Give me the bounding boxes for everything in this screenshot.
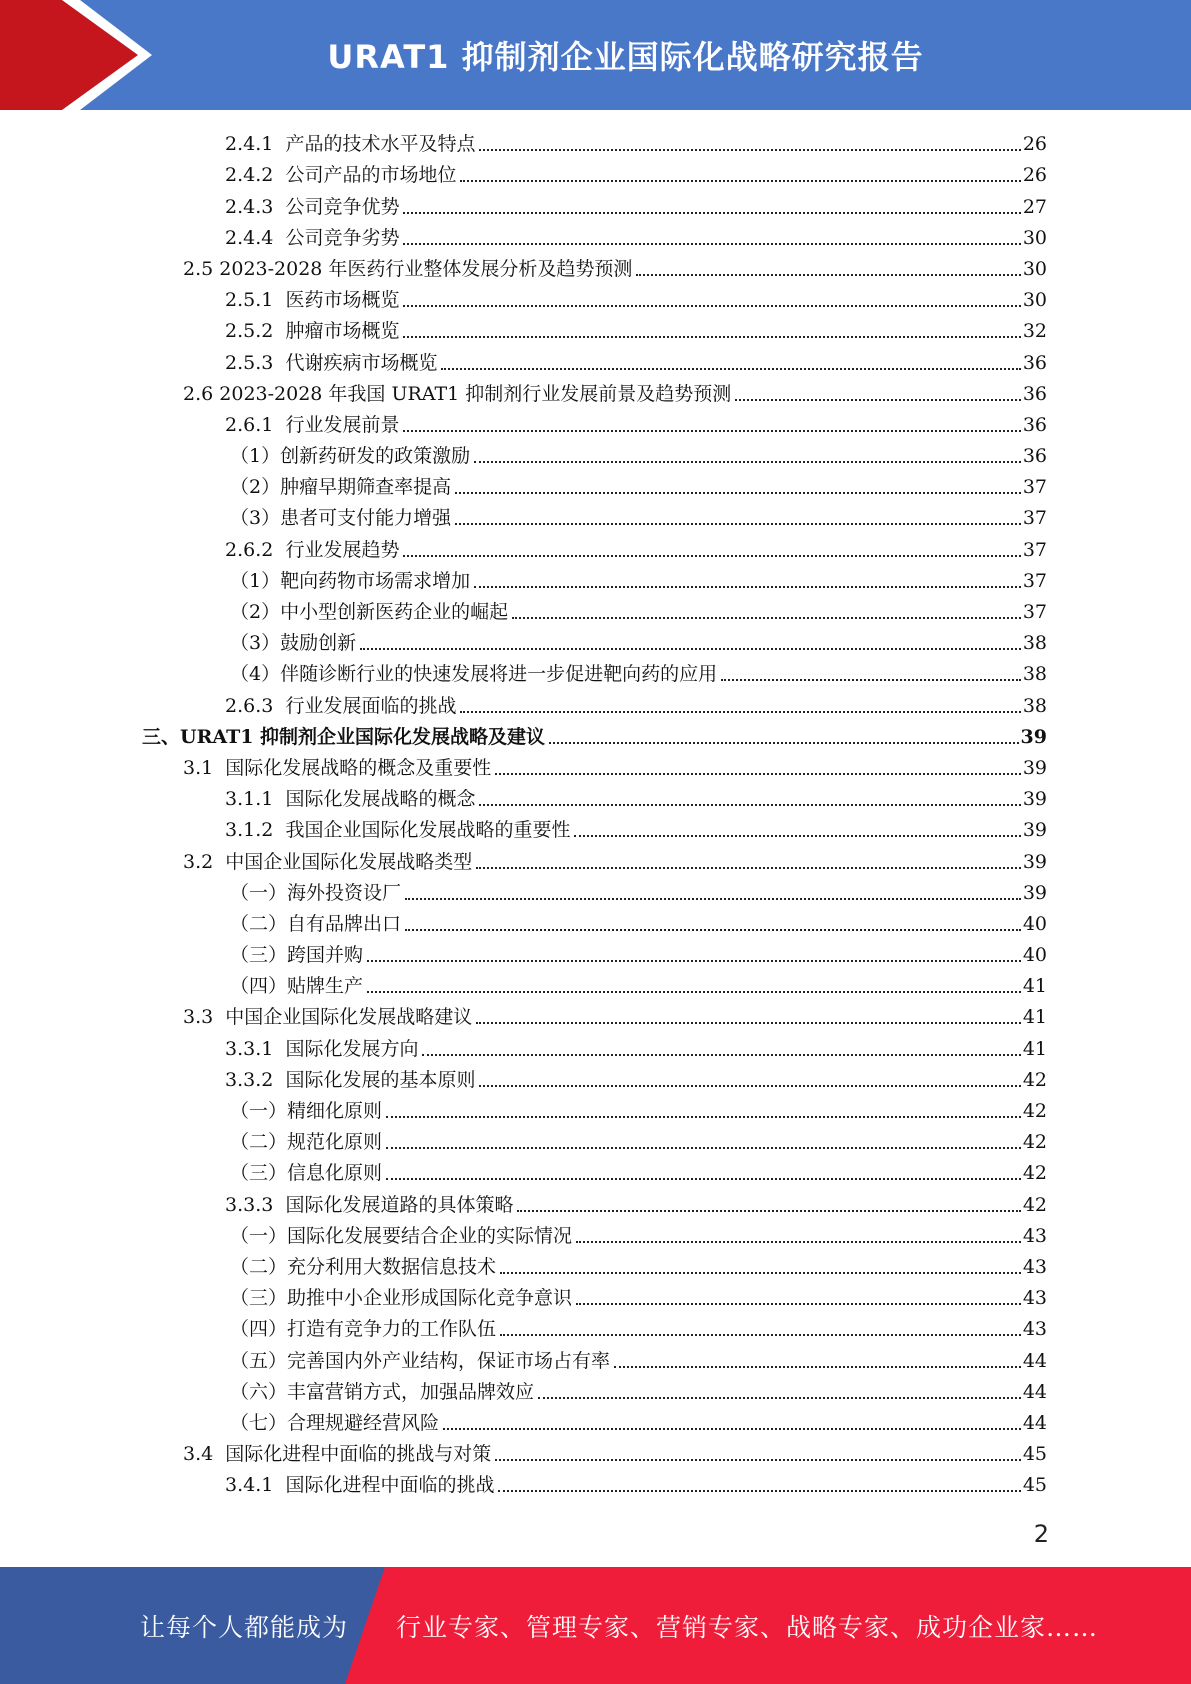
toc-entry-page: 27 xyxy=(1022,195,1047,218)
toc-entry-page: 39 xyxy=(1022,850,1047,873)
chevron-arrow-icon xyxy=(0,0,160,110)
toc-dot-leader xyxy=(517,1209,1020,1212)
toc-entry-label: 我国企业国际化发展战略的重要性 xyxy=(285,819,571,842)
toc-entry-number: （七） xyxy=(230,1411,288,1434)
toc-dot-leader xyxy=(636,273,1020,276)
toc-entry[interactable] xyxy=(0,1437,1191,1468)
toc-dot-leader xyxy=(512,616,1021,619)
toc-entry-page: 45 xyxy=(1022,1443,1047,1466)
toc-entry[interactable] xyxy=(0,1343,1191,1374)
toc-entry-page: 37 xyxy=(1022,507,1047,530)
footer-slogan-right: 行业专家、管理专家、营销专家、战略专家、成功企业家…… xyxy=(396,1612,1099,1642)
toc-entry[interactable] xyxy=(0,938,1191,969)
toc-entry-number: （四） xyxy=(230,1318,288,1341)
toc-entry[interactable] xyxy=(0,595,1191,626)
toc-entry-number: （三） xyxy=(230,1287,288,1310)
toc-entry-page: 39 xyxy=(1022,788,1047,811)
toc-dot-leader xyxy=(576,1302,1021,1305)
toc-dot-leader xyxy=(538,1396,1021,1399)
toc-entry[interactable] xyxy=(0,1312,1191,1343)
toc-entry[interactable] xyxy=(0,377,1191,408)
toc-entry-label: 鼓励创新 xyxy=(280,632,357,655)
toc-entry[interactable] xyxy=(0,1250,1191,1281)
toc-entry-label: 产品的技术水平及特点 xyxy=(285,133,476,156)
toc-entry-page: 42 xyxy=(1022,1068,1047,1091)
toc-entry-number: 3.2 xyxy=(183,850,226,873)
toc-dot-leader xyxy=(403,429,1020,432)
toc-entry[interactable] xyxy=(0,844,1191,875)
toc-entry-page: 42 xyxy=(1022,1193,1047,1216)
toc-entry-label: 公司产品的市场地位 xyxy=(285,164,457,187)
toc-entry[interactable] xyxy=(0,283,1191,314)
toc-dot-leader xyxy=(500,1333,1021,1336)
toc-dot-leader xyxy=(403,554,1020,557)
toc-entry-number: （一） xyxy=(230,1224,288,1247)
toc-entry[interactable] xyxy=(0,720,1191,751)
toc-entry-number: 2.6.1 xyxy=(225,413,286,436)
toc-entry-number: 2.4.3 xyxy=(225,195,286,218)
toc-entry-label: URAT1 抑制剂企业国际化发展战略及建议 xyxy=(180,725,546,748)
toc-dot-leader xyxy=(403,242,1020,245)
toc-dot-leader xyxy=(474,585,1021,588)
toc-entry-number: 3.3.3 xyxy=(225,1193,286,1216)
report-title: URAT1 抑制剂企业国际化战略研究报告 xyxy=(327,38,924,76)
toc-entry-page: 30 xyxy=(1022,257,1047,280)
toc-entry-page: 26 xyxy=(1022,133,1047,156)
toc-dot-leader xyxy=(367,959,1021,962)
toc-dot-leader xyxy=(460,710,1020,713)
toc-entry[interactable] xyxy=(0,876,1191,907)
header-bar xyxy=(0,0,1191,110)
toc-entry-page: 43 xyxy=(1022,1255,1047,1278)
toc-entry-page: 38 xyxy=(1022,694,1047,717)
toc-entry-page: 43 xyxy=(1022,1224,1047,1247)
toc-entry-label: 丰富营销方式，加强品牌效应 xyxy=(287,1380,535,1403)
toc-entry-number: （五） xyxy=(230,1349,288,1372)
toc-dot-leader xyxy=(360,647,1021,650)
toc-entry-number: （3） xyxy=(230,632,281,655)
toc-dot-leader xyxy=(735,398,1021,401)
toc-entry-number: （1） xyxy=(230,569,281,592)
toc-entry-number: （2） xyxy=(230,476,281,499)
toc-entry-number: 3.1.1 xyxy=(225,788,286,811)
toc-entry-page: 37 xyxy=(1022,601,1047,623)
toc-dot-leader xyxy=(403,335,1020,338)
toc-entry-label: 行业发展趋势 xyxy=(285,538,400,561)
toc-entry[interactable] xyxy=(0,1406,1191,1437)
toc-dot-leader xyxy=(614,1365,1021,1368)
toc-entry[interactable] xyxy=(0,813,1191,844)
toc-entry-page: 45 xyxy=(1022,1474,1047,1497)
toc-entry-number: 2.5.3 xyxy=(225,351,286,374)
toc-entry[interactable] xyxy=(0,626,1191,657)
toc-entry[interactable] xyxy=(0,127,1191,158)
toc-entry[interactable] xyxy=(0,751,1191,782)
toc-entry-number: 2.6.3 xyxy=(225,694,286,717)
toc-entry-page: 42 xyxy=(1022,1100,1047,1122)
toc-entry[interactable] xyxy=(0,969,1191,1000)
toc-entry[interactable] xyxy=(0,1063,1191,1094)
toc-entry-page: 42 xyxy=(1022,1131,1047,1154)
toc-entry-label: 合理规避经营风险 xyxy=(287,1411,440,1434)
toc-entry-number: （2） xyxy=(230,601,281,623)
toc-entry-label: 精细化原则 xyxy=(287,1100,383,1122)
toc-entry-number: （一） xyxy=(230,1100,288,1122)
toc-entry-label: 自有品牌出口 xyxy=(287,912,402,935)
toc-dot-leader xyxy=(549,741,1018,744)
toc-entry[interactable] xyxy=(0,657,1191,688)
table-of-contents xyxy=(0,127,1191,1499)
toc-entry[interactable] xyxy=(0,1187,1191,1218)
toc-entry[interactable] xyxy=(0,1468,1191,1499)
toc-entry-number: 3.1 xyxy=(183,756,226,779)
toc-entry-number: 3.1.2 xyxy=(225,819,286,842)
toc-dot-leader xyxy=(498,1489,1020,1492)
toc-entry-page: 37 xyxy=(1022,569,1047,592)
toc-dot-leader xyxy=(403,304,1020,307)
toc-entry-label: 打造有竞争力的工作队伍 xyxy=(287,1318,497,1341)
toc-entry[interactable] xyxy=(0,1219,1191,1250)
toc-entry-page: 26 xyxy=(1022,164,1047,187)
toc-entry-page: 40 xyxy=(1022,912,1047,935)
toc-entry-label: 国际化发展战略的概念 xyxy=(285,788,476,811)
toc-entry-number: 2.5.1 xyxy=(225,289,286,312)
toc-dot-leader xyxy=(455,491,1021,494)
toc-entry[interactable] xyxy=(0,1281,1191,1312)
toc-entry[interactable] xyxy=(0,408,1191,439)
toc-entry-label: 信息化原则 xyxy=(287,1162,383,1185)
toc-entry-number: 三、 xyxy=(142,725,181,748)
toc-entry-page: 32 xyxy=(1022,320,1047,343)
toc-dot-leader xyxy=(576,1240,1021,1243)
toc-entry-label: 充分利用大数据信息技术 xyxy=(287,1255,497,1278)
toc-dot-leader xyxy=(476,1021,1021,1024)
toc-entry-number: （三） xyxy=(230,944,288,967)
toc-entry-page: 39 xyxy=(1020,725,1047,748)
toc-entry-number: （4） xyxy=(230,663,281,686)
toc-dot-leader xyxy=(455,522,1021,525)
toc-entry-label: 中国企业国际化发展战略类型 xyxy=(225,850,473,873)
footer-banner xyxy=(0,1567,1191,1684)
toc-entry-label: 国际化发展的基本原则 xyxy=(285,1068,476,1091)
toc-entry-label: 国际化进程中面临的挑战 xyxy=(285,1474,495,1497)
toc-entry-number: 2.4.1 xyxy=(225,133,286,156)
toc-dot-leader xyxy=(367,990,1021,993)
toc-entry-label: 代谢疾病市场概览 xyxy=(285,351,438,374)
toc-dot-leader xyxy=(500,1271,1021,1274)
toc-entry[interactable] xyxy=(0,1375,1191,1406)
toc-dot-leader xyxy=(479,1084,1020,1087)
toc-entry-label: 规范化原则 xyxy=(287,1131,383,1154)
toc-dot-leader xyxy=(405,928,1021,931)
toc-entry-page: 41 xyxy=(1022,1006,1047,1029)
toc-entry-page: 30 xyxy=(1022,226,1047,249)
toc-entry-page: 38 xyxy=(1022,632,1047,655)
toc-entry-number: 3.4 xyxy=(183,1443,226,1466)
toc-entry-label: 创新药研发的政策激励 xyxy=(280,445,471,468)
toc-entry-label: 海外投资设厂 xyxy=(287,881,402,904)
toc-dot-leader xyxy=(386,1146,1021,1149)
toc-dot-leader xyxy=(476,866,1021,869)
toc-entry-page: 37 xyxy=(1022,538,1047,561)
toc-entry-label: 中国企业国际化发展战略建议 xyxy=(225,1006,473,1029)
toc-entry-page: 39 xyxy=(1022,756,1047,779)
toc-entry[interactable] xyxy=(0,501,1191,532)
toc-entry-label: 完善国内外产业结构，保证市场占有率 xyxy=(287,1349,611,1372)
toc-entry-label: 中小型创新医药企业的崛起 xyxy=(280,601,509,623)
toc-entry[interactable] xyxy=(0,1156,1191,1187)
toc-entry-page: 38 xyxy=(1022,663,1047,686)
toc-entry-label: 国际化进程中面临的挑战与对策 xyxy=(225,1443,492,1466)
toc-entry-page: 36 xyxy=(1022,382,1047,405)
toc-entry-page: 44 xyxy=(1022,1411,1047,1434)
toc-entry-page: 43 xyxy=(1022,1318,1047,1341)
toc-entry-number: （3） xyxy=(230,507,281,530)
toc-entry-number: 2.6.2 xyxy=(225,538,286,561)
toc-dot-leader xyxy=(386,1177,1021,1180)
toc-entry-number: 2.5 xyxy=(183,257,220,280)
toc-entry-number: （1） xyxy=(230,445,281,468)
toc-entry-page: 36 xyxy=(1022,351,1047,374)
toc-entry-number: （二） xyxy=(230,1255,288,1278)
toc-entry[interactable] xyxy=(0,1125,1191,1156)
toc-entry-label: 伴随诊断行业的快速发展将进一步促进靶向药的应用 xyxy=(280,663,718,686)
toc-entry-number: （六） xyxy=(230,1380,288,1403)
toc-entry-page: 43 xyxy=(1022,1287,1047,1310)
toc-entry-page: 36 xyxy=(1022,445,1047,468)
toc-entry[interactable] xyxy=(0,532,1191,563)
toc-entry-label: 2023-2028 年我国 URAT1 抑制剂行业发展前景及趋势预测 xyxy=(219,382,732,405)
toc-entry[interactable] xyxy=(0,782,1191,813)
toc-entry-page: 41 xyxy=(1022,1037,1047,1060)
toc-dot-leader xyxy=(479,803,1020,806)
toc-entry-label: 肿瘤早期筛查率提高 xyxy=(280,476,452,499)
toc-entry[interactable] xyxy=(0,470,1191,501)
toc-entry-page: 41 xyxy=(1022,975,1047,998)
toc-entry-number: （二） xyxy=(230,912,288,935)
toc-entry-label: 国际化发展要结合企业的实际情况 xyxy=(287,1224,573,1247)
toc-entry-label: 行业发展面临的挑战 xyxy=(285,694,457,717)
toc-entry-page: 44 xyxy=(1022,1349,1047,1372)
toc-entry-label: 贴牌生产 xyxy=(287,975,364,998)
toc-entry[interactable] xyxy=(0,345,1191,376)
toc-entry-number: （三） xyxy=(230,1162,288,1185)
toc-entry-label: 公司竞争优势 xyxy=(285,195,400,218)
footer-slogan-left: 让每个人都能成为 xyxy=(140,1612,349,1642)
toc-entry[interactable] xyxy=(0,1000,1191,1031)
toc-entry-page: 44 xyxy=(1022,1380,1047,1403)
toc-entry-label: 行业发展前景 xyxy=(285,413,400,436)
toc-entry[interactable] xyxy=(0,907,1191,938)
toc-entry[interactable] xyxy=(0,314,1191,345)
toc-entry-number: （二） xyxy=(230,1131,288,1154)
toc-dot-leader xyxy=(386,1115,1021,1118)
toc-entry-page: 36 xyxy=(1022,413,1047,436)
toc-entry-label: 国际化发展方向 xyxy=(285,1037,419,1060)
toc-entry-label: 肿瘤市场概览 xyxy=(285,320,400,343)
toc-entry-label: 公司竞争劣势 xyxy=(285,226,400,249)
toc-entry-number: （四） xyxy=(230,975,288,998)
toc-entry-page: 39 xyxy=(1022,819,1047,842)
toc-entry-page: 30 xyxy=(1022,289,1047,312)
toc-entry-label: 医药市场概览 xyxy=(285,289,400,312)
toc-entry-label: 跨国并购 xyxy=(287,944,364,967)
toc-entry-number: 2.6 xyxy=(183,382,220,405)
toc-entry[interactable] xyxy=(0,189,1191,220)
toc-entry-number: 2.5.2 xyxy=(225,320,286,343)
toc-entry-page: 40 xyxy=(1022,944,1047,967)
toc-entry[interactable] xyxy=(0,221,1191,252)
toc-entry-number: 3.3.2 xyxy=(225,1068,286,1091)
toc-dot-leader xyxy=(460,179,1020,182)
toc-entry-number: 2.4.4 xyxy=(225,226,286,249)
toc-entry[interactable] xyxy=(0,439,1191,470)
toc-dot-leader xyxy=(495,1458,1021,1461)
toc-entry-label: 患者可支付能力增强 xyxy=(280,507,452,530)
toc-entry[interactable] xyxy=(0,1094,1191,1125)
toc-entry-number: 2.4.2 xyxy=(225,164,286,187)
toc-entry-page: 37 xyxy=(1022,476,1047,499)
toc-dot-leader xyxy=(441,367,1020,370)
page-number: 2 xyxy=(1033,1520,1049,1548)
toc-entry-page: 39 xyxy=(1022,881,1047,904)
toc-dot-leader xyxy=(422,1053,1020,1056)
toc-entry[interactable] xyxy=(0,564,1191,595)
toc-entry-label: 助推中小企业形成国际化竞争意识 xyxy=(287,1287,573,1310)
toc-dot-leader xyxy=(443,1427,1021,1430)
toc-dot-leader xyxy=(479,148,1020,151)
toc-dot-leader xyxy=(495,772,1021,775)
toc-entry[interactable] xyxy=(0,688,1191,719)
toc-entry-number: 3.3 xyxy=(183,1006,226,1029)
toc-entry-label: 靶向药物市场需求增加 xyxy=(280,569,471,592)
toc-entry[interactable] xyxy=(0,1031,1191,1062)
toc-entry-number: 3.4.1 xyxy=(225,1474,286,1497)
toc-entry-label: 国际化发展战略的概念及重要性 xyxy=(225,756,492,779)
toc-dot-leader xyxy=(403,211,1020,214)
toc-entry[interactable] xyxy=(0,252,1191,283)
toc-dot-leader xyxy=(721,678,1021,681)
toc-entry-number: 3.3.1 xyxy=(225,1037,286,1060)
toc-entry-number: （一） xyxy=(230,881,288,904)
toc-dot-leader xyxy=(474,460,1021,463)
toc-entry-label: 2023-2028 年医药行业整体发展分析及趋势预测 xyxy=(219,257,633,280)
toc-entry-page: 42 xyxy=(1022,1162,1047,1185)
toc-entry-label: 国际化发展道路的具体策略 xyxy=(285,1193,514,1216)
toc-dot-leader xyxy=(405,897,1021,900)
toc-entry[interactable] xyxy=(0,158,1191,189)
toc-dot-leader xyxy=(574,834,1020,837)
